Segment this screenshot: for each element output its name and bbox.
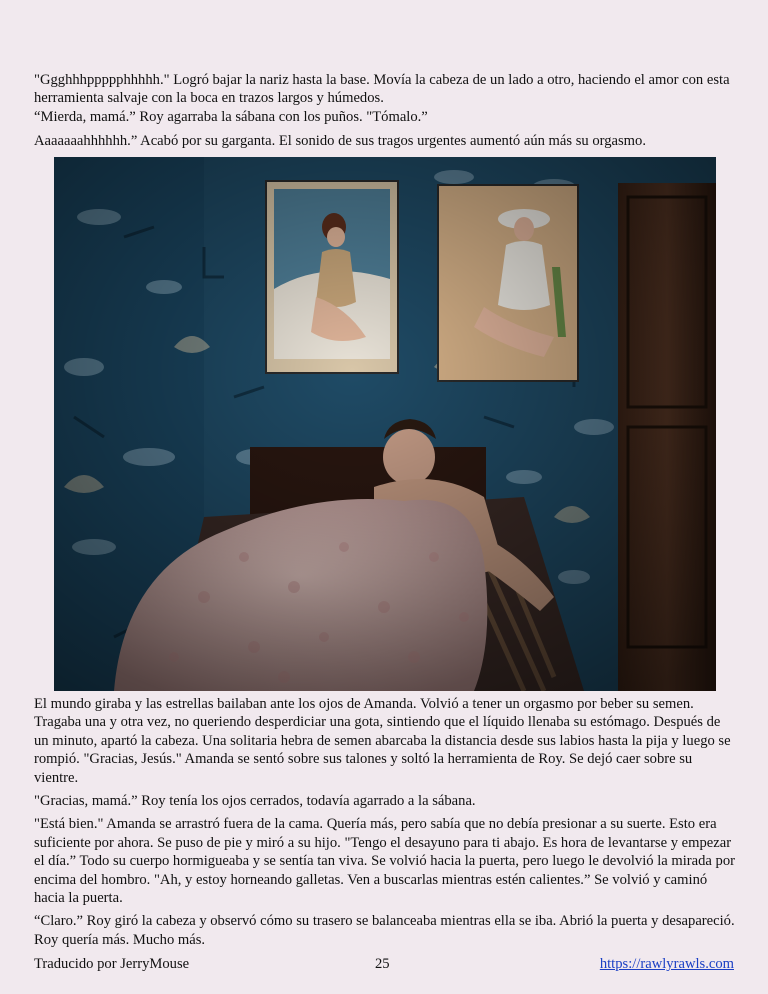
body-text <box>34 695 736 954</box>
translator-credit: Traducido por JerryMouse <box>34 956 190 972</box>
paragraph: Aaaaaaahhhhhh.” Acabó por su garganta. El sonido de sus tragos urgentes aumentó aún más su orgasmo. <box>34 133 646 149</box>
paragraph: "Ggghhhppppphhhhh." Logró bajar la nariz hasta la base. Movía la cabeza de un lado a otro, haciendo el amor con esta herramienta salvaje con la boca en trazos largos y húmedos. <box>34 72 730 107</box>
website-link[interactable]: https://rawlyrawls.com <box>599 956 734 972</box>
page-footer <box>34 956 734 976</box>
paragraph: "Está bien." Amanda se arrastró fuera de la cama. Quería más, pero sabía que no debía presionar a su suerte. Esto era suficiente por ahora. Se puso de pie y miró a su hijo. "Tengo el desayuno para ti abajo. Es hora de levantarse y empezar el día.” Todo su cuerpo hormigueaba y se sentía tan viva. Se volvió hacia la puerta, pero luego le devolvió la mirada por encima del hombro. "Ah, y estoy horneando galletas. Ven a buscarlas mientras estén calientes.” Se volvió y caminó hacia la puerta. <box>34 816 736 907</box>
story-illustration <box>54 157 716 691</box>
paragraph: “Mierda, mamá.” Roy agarraba la sábana con los puños. "Tómalo.” <box>34 109 428 125</box>
page-number: 25 <box>375 956 390 972</box>
paragraph: El mundo giraba y las estrellas bailaban ante los ojos de Amanda. Volvió a tener un orgasmo por beber su semen. Tragaba una y otra vez, no queriendo desperdiciar una gota, sintiendo que el líquido llenaba su estómago. Después de un minuto, apartó la cabeza. Una solitaria hebra de semen abarcaba la distancia desde sus labios hasta la pija y luego se rompió. "Gracias, Jesús." Amanda se sentó sobre sus talones y soltó la herramienta de Roy. Se dejó caer sobre su vientre. <box>34 696 731 786</box>
paragraph: "Gracias, mamá.” Roy tenía los ojos cerrados, todavía agarrado a la sábana. <box>34 793 476 810</box>
paragraph: “Claro.” Roy giró la cabeza y observó cómo su trasero se balanceaba mientras ella se iba. Abrió la puerta y desapareció. Roy quería más. Mucho más. <box>34 913 735 948</box>
